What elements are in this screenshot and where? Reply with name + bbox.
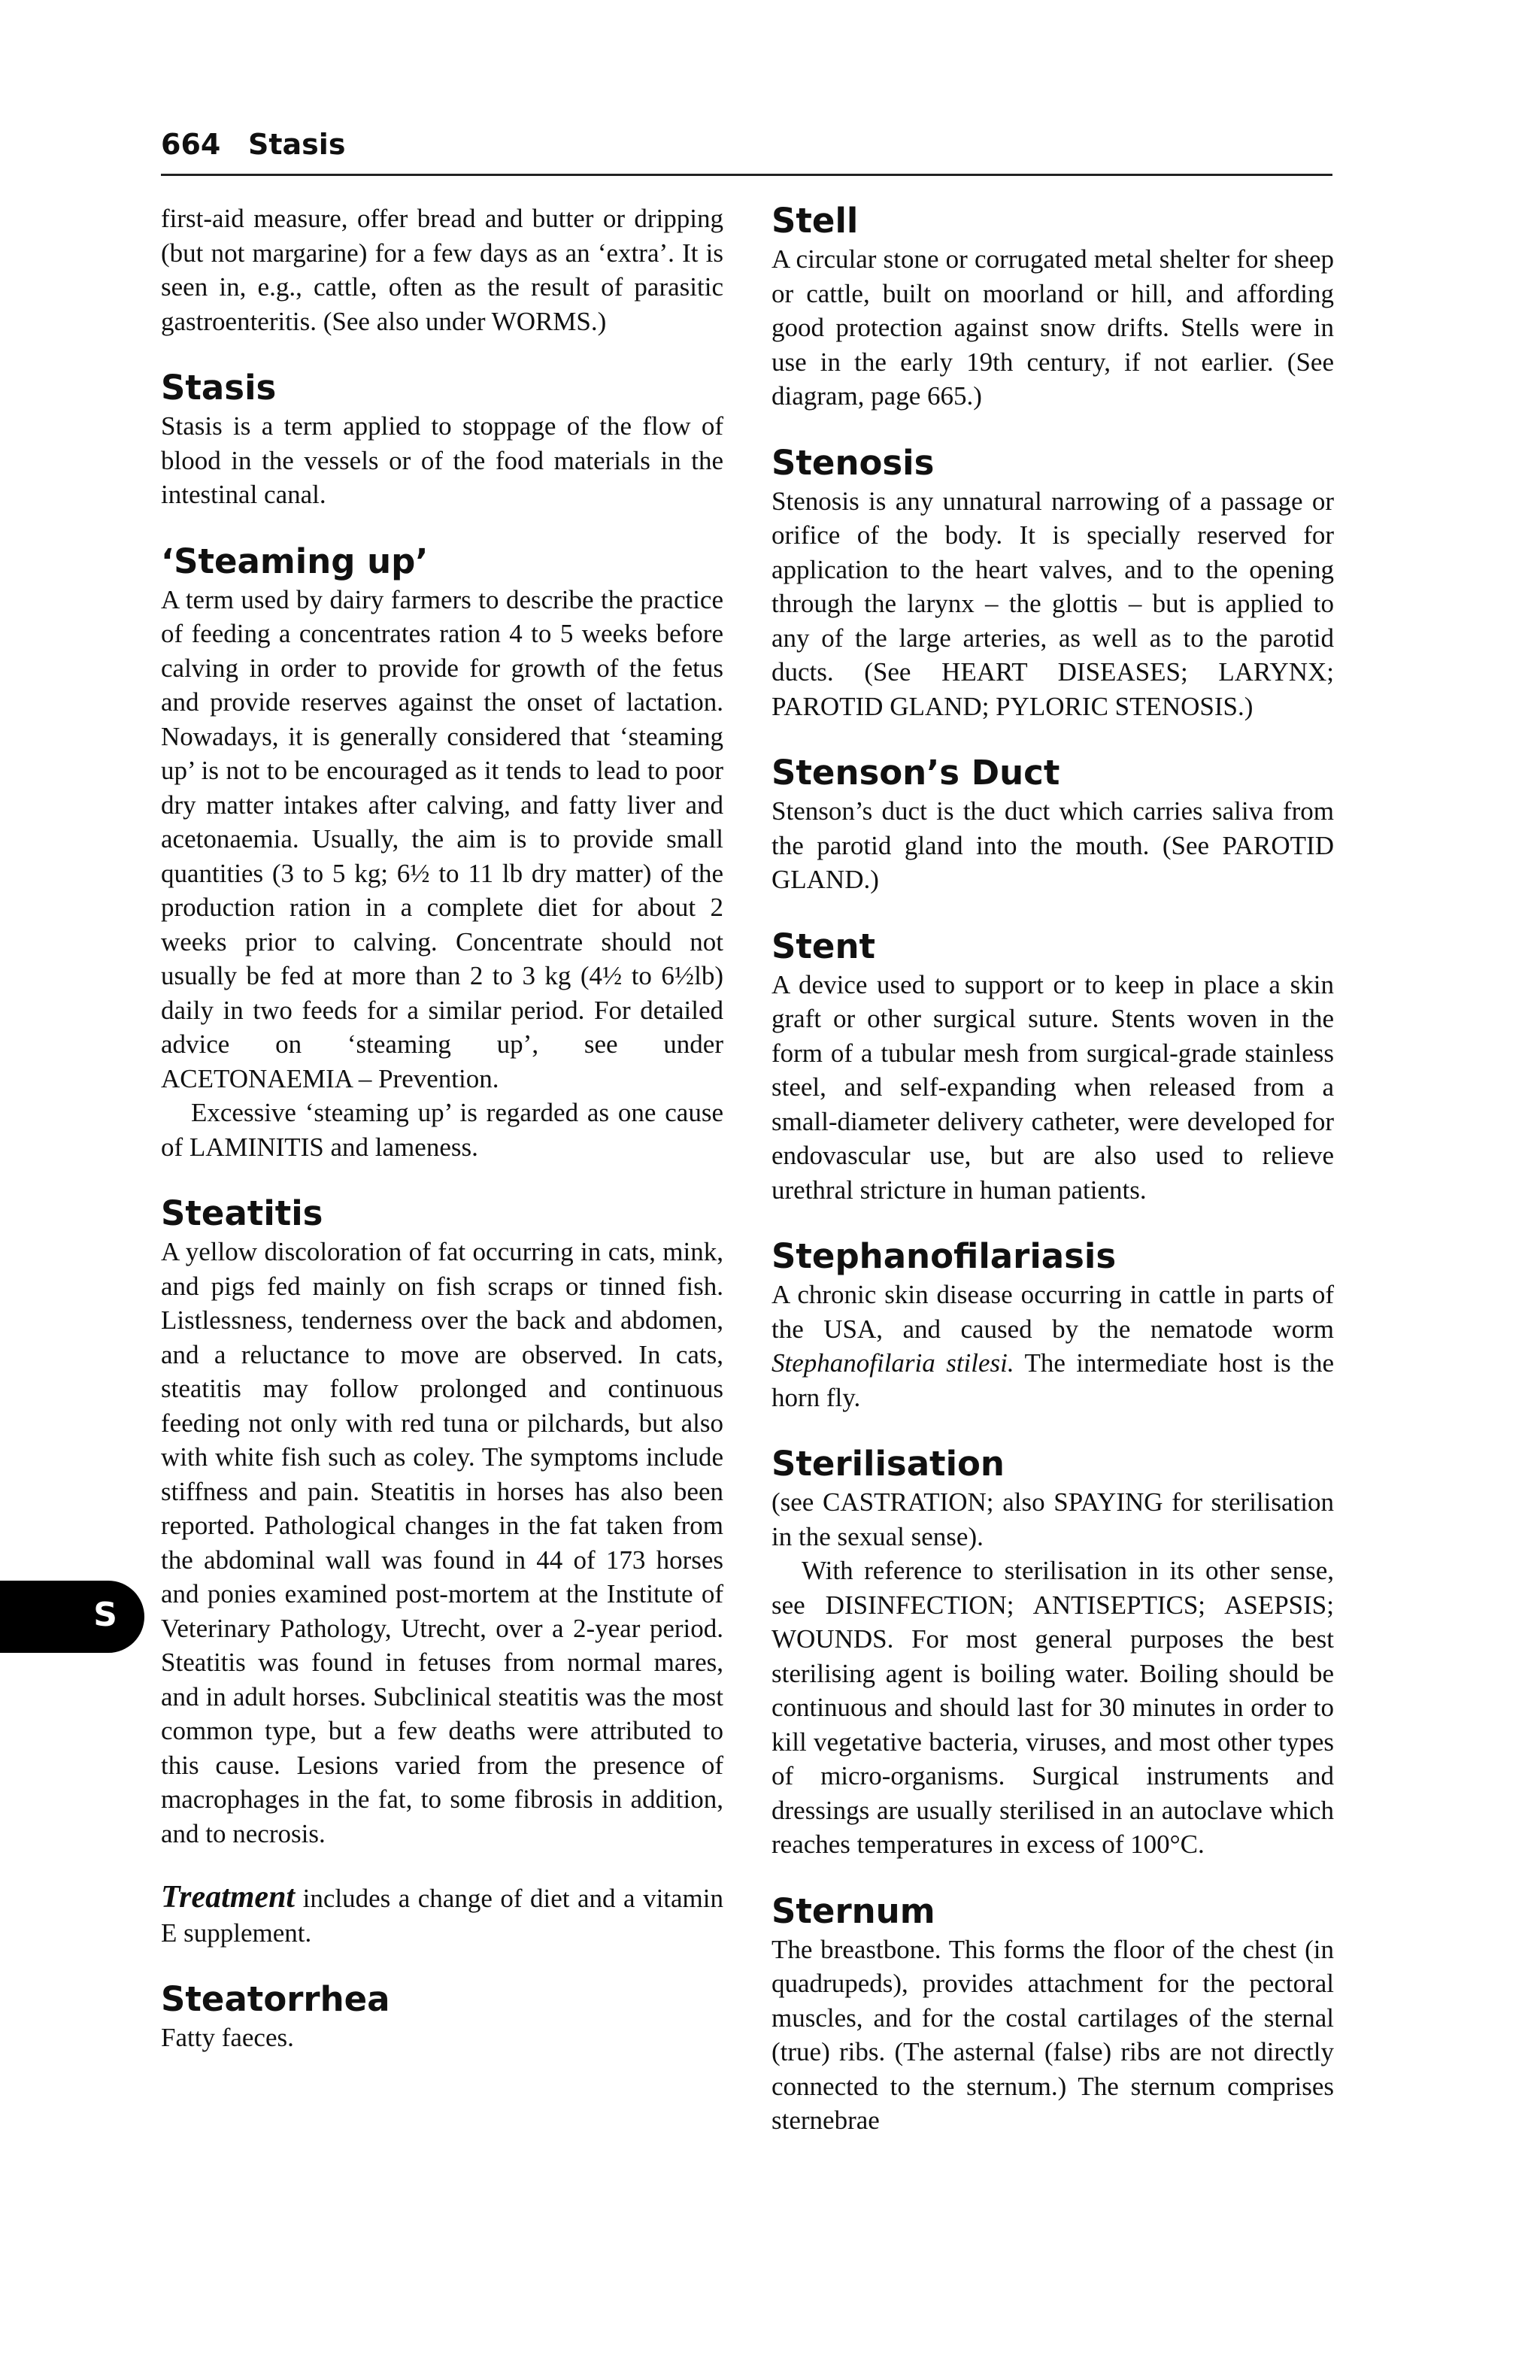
entry-text-stent: A device used to support or to keep in place a skin graft or other surgical suture. Stents woven in the form of a tubular mesh from surgical-grade stainless steel, and self-expanding when released from a small-diameter delivery catheter, were developed for endovascular use, but are also used to relieve urethral stricture in human patients.: [772, 969, 1334, 1205]
continuation-text: first-aid measure, offer bread and butter or dripping (but not margarine) for a few days as an ‘extra’. It is seen in, e.g., cattle, often as the result of parasitic gastroenteritis. (See also under WORMS.): [161, 204, 723, 336]
stephanofilariasis-text-b: The intermediate host is the horn fly.: [772, 1348, 1334, 1412]
treatment-label: Treatment: [161, 1880, 296, 1915]
entry-text-steatitis: A yellow discoloration of fat occurring in cats, mink, and pigs fed mainly on fish scraps or tinned fish. Listlessness, tenderness over the back and abdomen, and a reluctance to move are observed. In cats, steatitis may follow prolonged and continuous feeding not only with red tuna or pilchards, but also with white fish such as coley. The symptoms include stiffness and pain. Steatitis in horses has also been reported. Pathological changes in the fat taken from the abdominal wall was found in 44 of 173 horses and ponies examined post-mortem at the Institute of Veterinary Pathology, Utrecht, over a 2-year period. Steatitis was found in fetuses from normal mares, and in adult horses. Subclinical steatitis was the most common type, but a few deaths were attributed to this cause. Lesions varied from the presence of macrophages in the fat, to some fibrosis in addition, and to necrosis.: [161, 1237, 723, 1848]
entry-text-sterilisation: (see CASTRATION; also SPAYING for sterilisation in the sexual sense).: [772, 1487, 1334, 1551]
entry-text-sternum: The breastbone. This forms the floor of the chest (in quadrupeds), provides attachment for the pectoral muscles, and for the costal cartilages of the sternal (true) ribs. (The asternal (false) ribs are not directly connected to the sternum.) The sternum comprises sternebrae: [772, 1934, 1334, 2135]
thumb-index-tab: [0, 1581, 144, 1653]
stephanofilariasis-text-a: A chronic skin disease occurring in cattle in parts of the USA, and caused by the nematode worm: [772, 1280, 1334, 1344]
entry-heading-stent: Stent: [772, 926, 875, 966]
entry-text-stephanofilariasis: [772, 1278, 1334, 1414]
entry-heading-sterilisation: Sterilisation: [772, 1444, 1005, 1484]
left-column: [161, 202, 723, 2055]
species-name: Stephanofilaria stilesi.: [772, 1348, 1014, 1378]
right-column: [772, 202, 1334, 2138]
entry-heading-steatorrhea: Steatorrhea: [161, 1979, 390, 2019]
entry-heading-stasis: Stasis: [161, 368, 277, 408]
entry-heading-steatitis: Steatitis: [161, 1193, 323, 1233]
entry-heading-stensons-duct: Stenson’s Duct: [772, 753, 1060, 793]
entry-text-stenosis: Stenosis is any unnatural narrowing of a passage or orifice of the body. It is specially reserved for application to the heart valves, and to the opening through the larynx – the glottis – but is applied to any of the large arteries, as well as to the parotid ducts. (See HEART DISEASES; LARYNX; PAROTID GLAND; PYLORIC STENOSIS.): [772, 486, 1334, 721]
treatment-paragraph: [161, 1881, 723, 1950]
entry-text-stensons-duct: Stenson’s duct is the duct which carries saliva from the parotid gland into the mouth. (See PAROTID GLAND.): [772, 796, 1334, 894]
thumb-index-letter: S: [93, 1596, 117, 1634]
running-head: [161, 120, 1332, 176]
entry-text-steaming-up-2: Excessive ‘steaming up’ is regarded as one cause of LAMINITIS and lameness.: [161, 1098, 723, 1162]
entry-text-sterilisation-2: With reference to sterilisation in its other sense, see DISINFECTION; ANTISEPTICS; ASEPSIS; WOUNDS. For most general purposes the best sterilising agent is boiling water. Boiling should be continuous and should last for 30 minutes in order to kill vegetative bacteria, viruses, and most other types of micro-organisms. Surgical instruments and dressings are usually sterilised in an autoclave which reaches temperatures in excess of 100°C.: [772, 1556, 1334, 1859]
entry-heading-stenosis: Stenosis: [772, 442, 935, 483]
entry-heading-stephanofilariasis: Stephanofilariasis: [772, 1236, 1117, 1276]
entry-text-steaming-up: A term used by dairy farmers to describe the practice of feeding a concentrates ration 4 to 5 weeks before calving in order to provide for growth of the fetus and provide reserves against the onset of lactation. Nowadays, it is generally considered that ‘steaming up’ is not to be encouraged as it tends to lead to poor dry matter intakes after calving, and fatty liver and acetonaemia. Usually, the aim is to provide small quantities (3 to 5 kg; 6½ to 11 lb dry matter) of the production ration in a complete diet for about 2 weeks prior to calving. Concentrate should not usually be fed at more than 2 to 3 kg (4½ to 6½lb) daily in two feeds for a similar period. For detailed advice on ‘steaming up’, see under ACETONAEMIA – Prevention.: [161, 584, 723, 1093]
running-title: Stasis: [248, 128, 346, 161]
entry-text-stasis: Stasis is a term applied to stoppage of the flow of blood in the vessels or of the food materials in the intestinal canal.: [161, 411, 723, 509]
entry-heading-stell: Stell: [772, 201, 859, 241]
page-number: 664: [161, 128, 221, 161]
entry-heading-steaming-up: ‘Steaming up’: [161, 541, 429, 581]
entry-text-stell: A circular stone or corrugated metal shelter for sheep or cattle, built on moorland or hill, and affording good protection against snow drifts. Stells were in use in the early 19th century, if not earlier. (See diagram, page 665.): [772, 244, 1334, 411]
treatment-text: includes a change of diet and a vitamin E supplement.: [161, 1884, 723, 1948]
entry-heading-sternum: Sternum: [772, 1890, 935, 1931]
entry-text-steatorrhea: Fatty faeces.: [161, 2023, 294, 2052]
